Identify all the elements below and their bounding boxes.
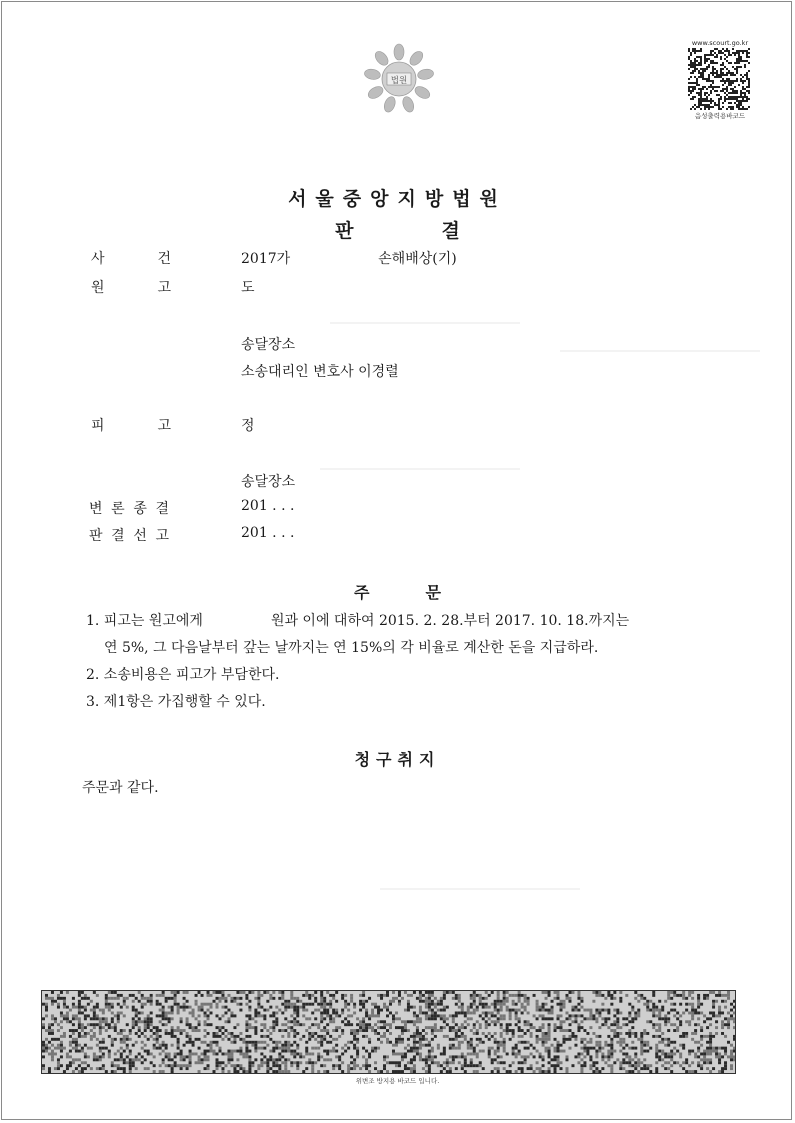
case-line [241, 248, 457, 268]
judgment-label [89, 525, 169, 545]
label-char: 원 [91, 280, 105, 296]
label-char: 결 [111, 528, 125, 544]
defendant-label [91, 415, 171, 435]
label-char: 피 [91, 418, 105, 434]
defendant-service-address: 송달장소 [241, 474, 296, 490]
faint-mark [330, 322, 520, 324]
label-char: 고 [157, 280, 171, 296]
case-name: 손해배상(기) [378, 251, 457, 267]
qr-url: www.scourt.go.kr [691, 39, 749, 47]
document-title-char: 판 [335, 220, 354, 242]
label-char: 론 [111, 501, 125, 517]
order-heading-char: 주 [354, 583, 370, 602]
order-item-1-line-1 [86, 610, 629, 630]
label-char: 종 [133, 501, 147, 517]
order-item-1-part-b: 원과 이에 대하여 2015. 2. 28.부터 2017. 10. 18.까지는 [270, 613, 630, 629]
label-char: 판 [89, 528, 103, 544]
document-title [0, 216, 795, 243]
judgment-date: 201 . . . [241, 525, 295, 541]
case-number: 2017가 [241, 251, 291, 267]
barcode-caption: 위변조 방지용 바코드 입니다. [355, 1077, 440, 1085]
order-heading [0, 580, 795, 603]
faint-mark [380, 888, 580, 890]
defendant-name: 정 [241, 418, 255, 434]
label-char: 변 [89, 501, 103, 517]
plaintiff-attorney: 소송대리인 변호사 이경렬 [241, 364, 399, 380]
order-item-3: 3. 제1항은 가집행할 수 있다. [86, 694, 266, 710]
closing-date: 201 . . . [241, 498, 295, 514]
case-label [91, 248, 171, 268]
order-item-1-part-a: 1. 피고는 원고에게 [86, 613, 203, 629]
plaintiff-name: 도 [241, 280, 255, 296]
order-heading-char: 문 [425, 583, 441, 602]
claim-heading: 청구취지 [354, 750, 441, 769]
label-char: 고 [155, 528, 169, 544]
faint-mark [320, 468, 520, 470]
claim-text: 주문과 같다. [82, 780, 159, 796]
emblem-text: 법원 [390, 76, 408, 86]
court-emblem [362, 42, 436, 116]
closing-label [89, 498, 169, 518]
plaintiff-service-address: 송달장소 [241, 337, 296, 353]
page-border [1, 1, 792, 1120]
order-item-1-line-2: 연 5%, 그 다음날부터 갚는 날까지는 연 15%의 각 비율로 계산한 돈을 지급하라. [104, 640, 599, 656]
anti-forgery-barcode [41, 990, 736, 1074]
qr-caption: 음성출력용바코드 [694, 112, 746, 120]
label-char: 선 [133, 528, 147, 544]
label-char: 결 [155, 501, 169, 517]
label-char: 건 [157, 251, 171, 267]
qr-code [688, 48, 750, 110]
faint-mark [560, 350, 760, 352]
label-char: 고 [157, 418, 171, 434]
order-item-2: 2. 소송비용은 피고가 부담한다. [86, 667, 280, 683]
court-name: 서울중앙지방법원 [288, 188, 507, 210]
plaintiff-label [91, 277, 171, 297]
label-char: 사 [91, 251, 105, 267]
document-title-char: 결 [441, 220, 460, 242]
